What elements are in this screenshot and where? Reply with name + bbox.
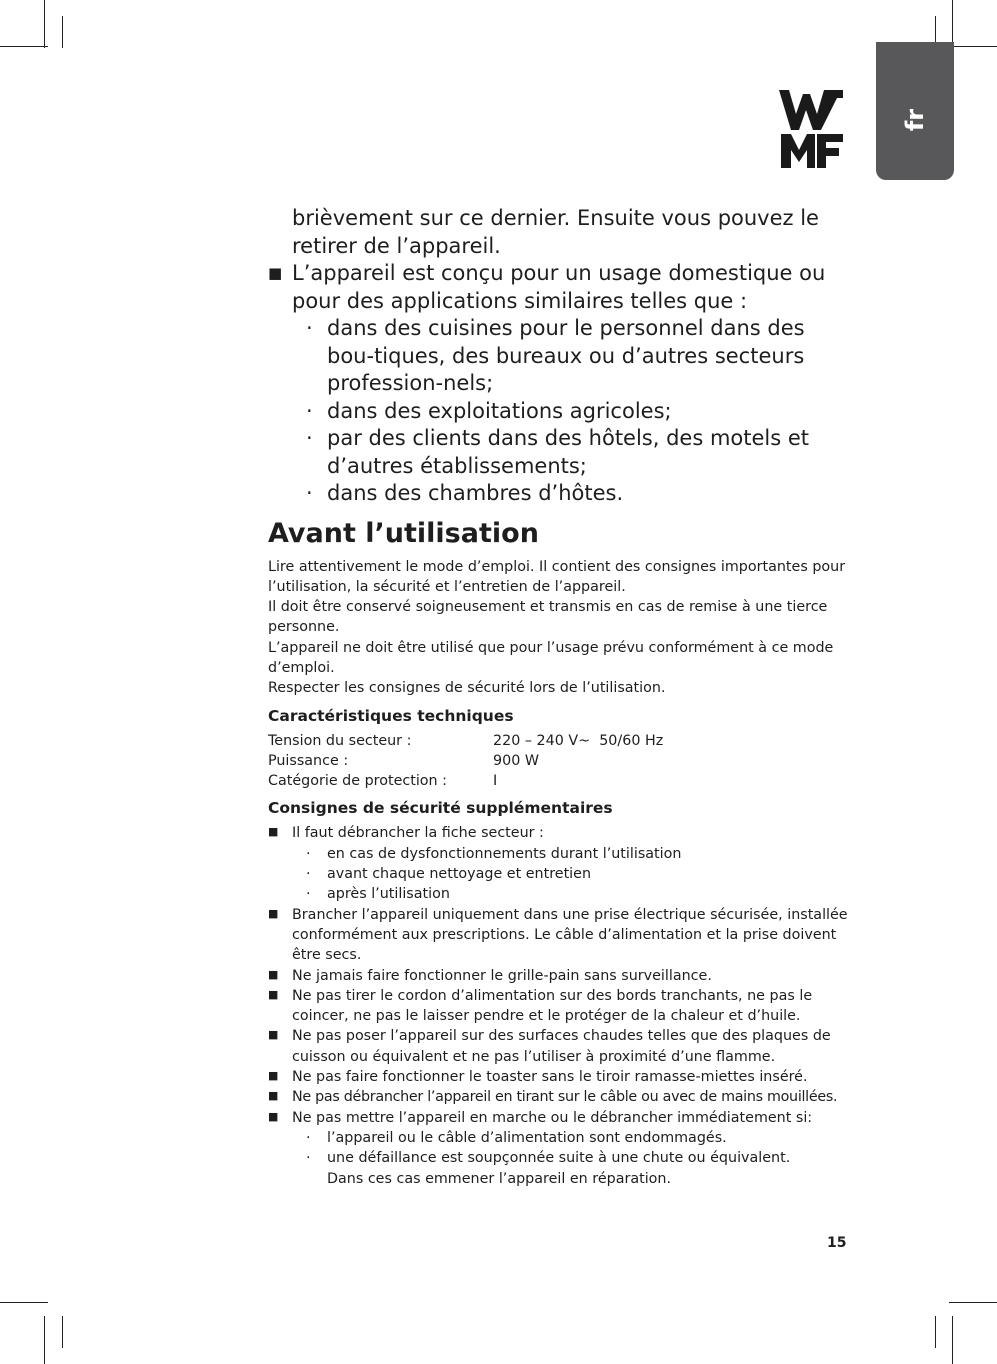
paragraph: Respecter les consignes de sécurité lors de l’utilisation. [268, 680, 666, 697]
sub-list-item-text: dans des cuisines pour le personnel dans des bou-tiques, des bureaux ou d’autres secteurs profession-nels; [327, 316, 805, 395]
list-item-text: L’appareil est conçu pour un usage domestique ou pour des applications similaires telles que : [292, 261, 826, 313]
crop-mark [62, 16, 63, 48]
list-item-text: Ne pas mettre l’appareil en marche ou le débrancher immédiatement si: [292, 1109, 813, 1126]
list-item [268, 1067, 848, 1087]
page-content [268, 205, 848, 1189]
crop-mark [952, 0, 953, 48]
list-item [268, 1108, 848, 1128]
page-number: 15 [827, 1235, 847, 1251]
paragraph: Lire attentivement le mode d’emploi. Il contient des consignes importantes pour l’utilisation, la sécurité et l’entretien de l’appareil. [268, 558, 846, 595]
intro-paragraphs [268, 557, 848, 699]
sub-list-item-text: après l’utilisation [327, 886, 450, 903]
dot-bullet-icon: · [306, 316, 313, 340]
table-row [268, 731, 663, 751]
crop-mark [44, 0, 45, 48]
continued-text: Dans ces cas emmener l’appareil en réparation. [327, 1170, 672, 1187]
sub-list-item [268, 315, 848, 398]
list-item-text: Ne pas poser l’appareil sur des surfaces chaudes telles que des plaques de cuisson ou équivalent et ne pas l’utiliser à proximité d’une flamme. [292, 1028, 831, 1065]
paragraph: L’appareil ne doit être utilisé que pour l’usage prévu conformément à ce mode d’emploi. [268, 639, 834, 676]
sub-list-item [268, 425, 848, 480]
safety-heading: Consignes de sécurité supplémentaires [268, 799, 613, 818]
crop-mark [952, 1316, 953, 1364]
sub-list-item [268, 1128, 848, 1148]
crop-mark [949, 46, 997, 47]
list-item [268, 1026, 848, 1067]
table-row [268, 751, 663, 771]
list-item-text: Ne pas faire fonctionner le toaster sans le tiroir ramasse-miettes inséré. [292, 1069, 808, 1086]
sub-list-item [268, 398, 848, 426]
list-item-text: Ne pas tirer le cordon d’alimentation sur des bords tranchants, ne pas le coincer, ne pas le laisser pendre et le protéger de la chaleur et d’huile. [292, 987, 813, 1025]
safety-list [268, 823, 848, 1188]
sub-list-item-text: l’appareil ou le câble d’alimentation sont endommagés. [327, 1129, 727, 1146]
crop-mark [44, 1316, 45, 1364]
dot-bullet-icon: · [306, 426, 313, 450]
crop-mark [62, 1316, 63, 1348]
list-item-text: Il faut débrancher la fiche secteur : [292, 825, 544, 842]
square-bullet-icon: ■ [268, 825, 279, 839]
dot-bullet-icon: · [306, 1129, 311, 1146]
specs-heading: Caractéristiques techniques [268, 706, 514, 725]
square-bullet-icon: ■ [268, 1028, 279, 1042]
list-item-text: Ne jamais faire fonctionner le grille-pain sans surveillance. [292, 967, 712, 984]
crop-mark [949, 1302, 997, 1303]
list-item [268, 260, 848, 315]
continued-text: brièvement sur ce dernier. Ensuite vous pouvez le retirer de l’appareil. [292, 206, 819, 258]
language-tab [876, 42, 954, 180]
square-bullet-icon: ■ [268, 1089, 279, 1103]
spec-value: 220 – 240 V~ 50/60 Hz [493, 732, 664, 749]
sub-list-item-text: avant chaque nettoyage et entretien [327, 866, 592, 883]
section-heading: Avant l’utilisation [268, 517, 539, 549]
sub-list-item-text: dans des exploitations agricoles; [327, 398, 672, 423]
spec-value: I [493, 773, 498, 790]
crop-mark [0, 46, 48, 47]
list-item-text: Ne pas débrancher l’appareil en tirant sur le câble ou avec de mains mouillées. [292, 1089, 838, 1106]
list-item [268, 966, 848, 986]
sub-list-item [268, 844, 848, 864]
dot-bullet-icon: · [306, 1150, 311, 1167]
paragraph: Il doit être conservé soigneusement et transmis en cas de remise à une tierce personne. [268, 599, 828, 636]
list-item [268, 986, 848, 1027]
list-item-text: Brancher l’appareil uniquement dans une prise électrique sécurisée, installée conformément aux prescriptions. Le câble d’alimentation et la prise doivent être secs. [292, 906, 848, 964]
square-bullet-icon: ■ [268, 906, 279, 920]
crop-mark [935, 1316, 936, 1348]
language-label: fr [901, 108, 929, 132]
sub-list-item-text: par des clients dans des hôtels, des motels et d’autres établissements; [327, 426, 810, 478]
dot-bullet-icon: · [306, 886, 311, 903]
sub-list-item-text: une défaillance est soupçonnée suite à une chute ou équivalent. [327, 1150, 791, 1167]
sub-list-item [268, 864, 848, 884]
dot-bullet-icon: · [306, 398, 313, 423]
spec-label: Tension du secteur : [268, 732, 412, 749]
specs-table [268, 731, 663, 792]
dot-bullet-icon: · [306, 481, 313, 505]
spec-label: Catégorie de protection : [268, 773, 447, 790]
table-row [268, 771, 663, 791]
spec-value: 900 W [493, 752, 539, 769]
intro-block [268, 205, 848, 508]
dot-bullet-icon: · [306, 845, 311, 862]
wmf-logo [779, 90, 843, 168]
square-bullet-icon: ■ [268, 967, 279, 981]
sub-list-item [268, 1148, 848, 1168]
square-bullet-icon: ■ [268, 987, 279, 1001]
list-item [268, 905, 848, 966]
sub-list-item [268, 480, 848, 508]
sub-list-item-text: dans des chambres d’hôtes. [327, 481, 624, 505]
square-bullet-icon: ■ [268, 1109, 279, 1123]
sub-list-item [268, 884, 848, 904]
list-item [268, 823, 848, 843]
square-bullet-icon: ■ [268, 1069, 279, 1083]
dot-bullet-icon: · [306, 866, 311, 883]
spec-label: Puissance : [268, 752, 349, 769]
sub-list-item-text: en cas de dysfonctionnements durant l’utilisation [327, 845, 682, 862]
crop-mark [0, 1302, 48, 1303]
square-bullet-icon: ■ [268, 264, 283, 282]
list-item [268, 1087, 848, 1107]
